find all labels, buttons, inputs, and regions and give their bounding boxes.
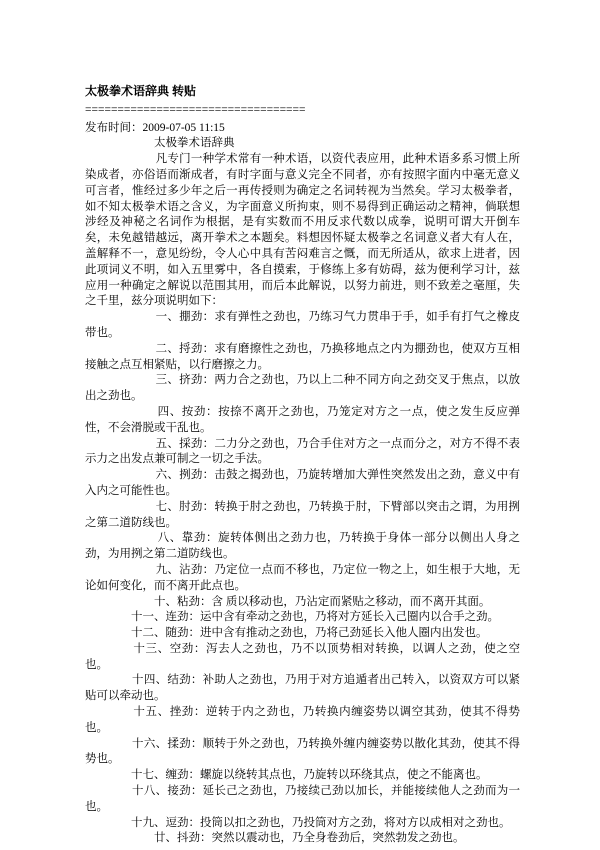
term-item: 十六、揉劲：顺转于外之劲也，乃转换外缠内缠姿势以散化其劲，使其不得势也。 [85, 737, 520, 766]
term-item: 三、挤劲：两力合之劲也，乃以上二种不同方向之劲交叉于焦点，以放出之劲也。 [85, 374, 520, 403]
term-item: 二、捋劲：求有磨擦性之劲也，乃换移地点之内为掤劲也，使双方互相接触之点互相紧贴，以行磨擦之力。 [85, 342, 520, 371]
term-item: 十九、逗劲：投筒以扣之劲也，乃投筒对方之劲，将对方以成相对之劲也。 [85, 816, 511, 829]
document-subtitle: 太极拳术语辞典 [85, 137, 235, 150]
term-item: 七、肘劲：转换于肘之劲也，乃转换于肘，下臂部以突击之谓，为用挒之第二道防线也。 [85, 500, 520, 529]
term-item: 十四、结劲：补助人之劲也，乃用于对方追遁者出己转入，以资双方可以紧贴可以牵动也。 [85, 674, 520, 703]
term-item: 十一、连劲：运中含有牵动之劲也，乃将对方延长入己圈内以合手之劲。 [85, 611, 499, 624]
term-item: 十七、缠劲：螺旋以绕转其点也，乃旋转以环绕其点，使之不能离也。 [85, 769, 488, 782]
term-item: 廿、抖劲：突然以震动也，乃全身卷劲后，突然勃发之劲也。 [85, 832, 465, 845]
term-item: 十三、空劲：泻去人之劲也，乃不以顶势相对转换，以调人之劲，使之空也。 [85, 642, 520, 671]
term-item: 十二、随劲：进中含有推动之劲也，乃将己劲延长入他人圈内出发也。 [85, 627, 488, 640]
term-item: 六、挒劲：击鼓之揭劲也，乃旋转增加大弹性突然发出之劲，意义中有入内之可能性也。 [85, 469, 520, 497]
term-item: 八、靠劲：旋转体侧出之劲力也，乃转换于身体一部分以侧出人身之劲，为用挒之第二道防线也。 [85, 532, 520, 561]
term-list [85, 310, 520, 847]
term-item: 五、採劲：二力分之劲也，乃合手住对方之一点而分之，对方不得不表示力之出发点兼可制之一切之手法。 [85, 437, 520, 466]
document-title: 太极拳术语辞典 转贴 [85, 84, 197, 98]
publish-time: 发布时间：2009-07-05 11:15 [85, 121, 225, 134]
term-item: 十、粘劲：含 质以移动也，乃沾定而紧贴之移动，而不离开其面。 [85, 595, 491, 608]
term-item: 九、沾劲：乃定位一点而不移也，乃定位一物之上，如生根于大地，无论如何变化，而不离开此点也。 [85, 563, 520, 592]
divider-line: ================================== [85, 103, 306, 116]
term-item: 一、掤劲：求有弹性之劲也，乃练习气力贯串于手，如手有打气之橡皮带也。 [85, 311, 520, 339]
term-item: 十五、挫劲：逆转于内之劲也，乃转换内缠姿势以调空其劲，使其不得势也。 [85, 706, 520, 734]
term-item: 四、按劲：按捺不离开之劲也，乃笼定对方之一点，使之发生反应弹性，不会滑脱或干乱也。 [85, 405, 520, 434]
intro-paragraph: 凡专门一种学术常有一种术语，以资代表应用，此种术语多系习惯上所染成者，亦俗语而渐成者，有时字面与意义完全不同者，亦有按照字面内中毫无意义可言者，惟经过多少年之后一再传授则为确定之名词转视为当然矣。学习太极拳者，如不知太极拳术语之含义，为字面意义所拘束，则不易得到正确运动之精神，倘联想涉经及神秘之名词作为根据，是有实数而不用反求代数以成拳，说明可谓大开倒车矣，未免越错越远，离开拳术之本题矣。料想因怀疑太极拳之名词意义者大有人在，盖解释不一，意见纷纷，令人心中具有苦闷难言之慨，而无所适从，欲求上进者，因此项词义不明，如入五里雾中，各自摸索，于修练上多有妨碍，兹为便利学习计，兹应用一种确定之解说以范围其用，而后本此解说，以努力前进，则不致差之毫厘，失之千里，兹分项说明如下： [85, 153, 520, 308]
term-item: 十八、接劲：延长己之劲也，乃接续己劲以加长，并能接续他人之劲而为一也。 [85, 785, 520, 813]
